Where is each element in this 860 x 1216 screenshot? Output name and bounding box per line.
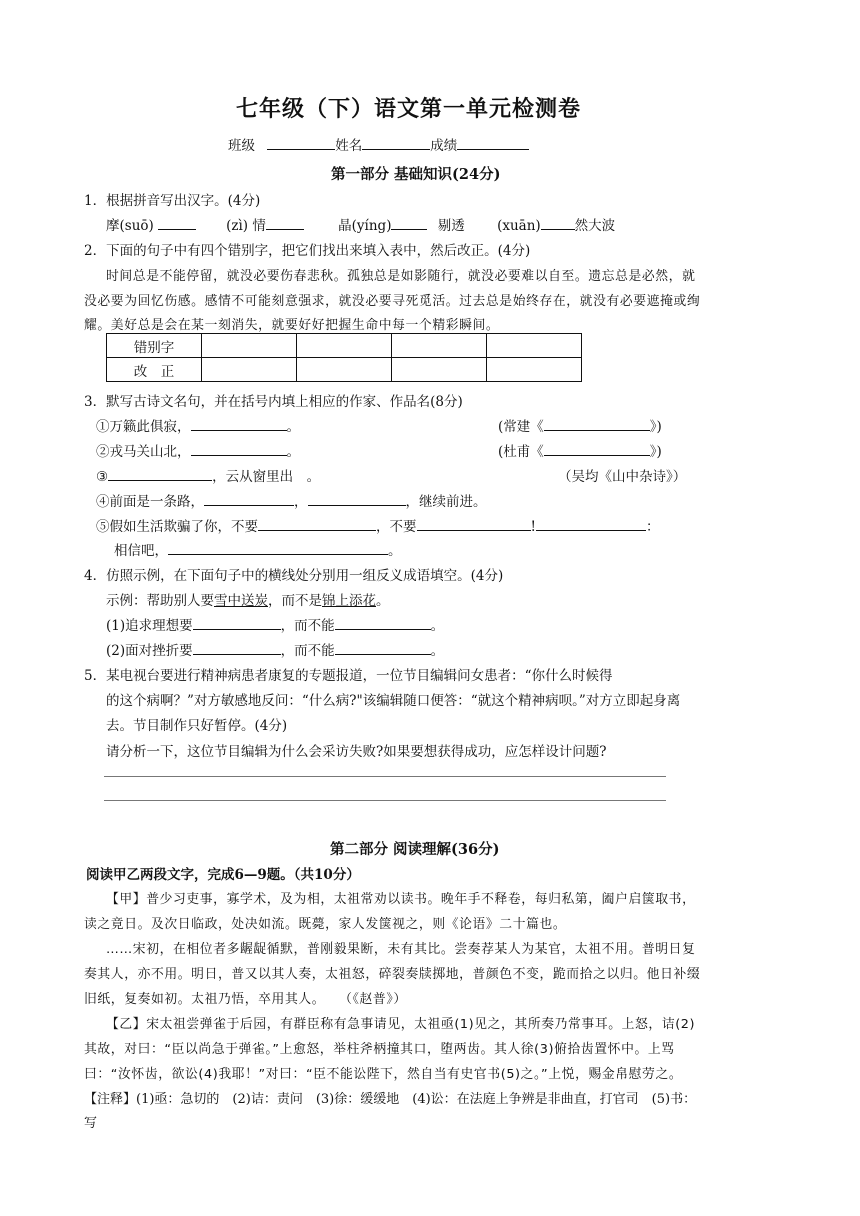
q5-line: 5．某电视台要进行精神病患者康复的专题报道，一位节目编辑问女患者：“你什么时候得	[84, 668, 613, 684]
page-title: 七年级（下）语文第一单元检测卷	[236, 96, 582, 122]
passage-jia-line: 奏其人，亦不用。明日，普又以其人奏，太祖怒，碎裂奏牍掷地，普颜色不变，跪而拾之以归。他日补缀	[84, 967, 701, 982]
score-label: 成绩	[430, 138, 458, 154]
class-label: 班级	[228, 138, 255, 154]
q3-text: 。	[286, 444, 300, 460]
q5-answer-line[interactable]	[104, 776, 666, 777]
q3-text: 。	[388, 543, 402, 559]
q3-text: ③	[96, 469, 109, 485]
score-blank[interactable]	[457, 136, 529, 150]
q2-passage-line: 时间总是不能停留，就没必要伤春悲秋。孤独总是如影随行，就没必要难以自至。遗忘总是必然，就	[106, 269, 696, 284]
q3-text: ①万籁此俱寂，	[96, 419, 191, 435]
q3-text: 。	[286, 419, 300, 435]
q3-text: ，不要	[376, 519, 417, 535]
q1-blank-2[interactable]	[266, 216, 304, 230]
q4-example-idiom: 雪中送炭	[214, 593, 268, 609]
q3-blank[interactable]	[204, 492, 294, 506]
q3-line-2	[96, 440, 300, 460]
q1-blank-4[interactable]	[541, 216, 575, 230]
q4-stem: 4．仿照示例，在下面句子中的横线处分别用一组反义成语填空。(4分)	[84, 568, 504, 584]
q3-blank[interactable]	[544, 442, 650, 456]
q4-blank[interactable]	[193, 641, 281, 655]
table-header-cell: 改 正	[107, 358, 202, 382]
q4-text: 。	[430, 643, 445, 659]
reading-intro: 阅读甲乙两段文字，完成6—9题。（共10分）	[86, 867, 360, 883]
q2-stem: 2．下面的句子中有四个错别字，把它们找出来填入表中，然后改正。(4分)	[84, 243, 531, 259]
q2-passage-line: 没必要为回忆伤感。感情不可能刻意强求，就没必要寻死觅活。过去总是始终存在，就没有必要遮掩或绚	[84, 294, 701, 309]
q1-blank-3[interactable]	[391, 216, 427, 230]
q1-item-5: (xuān)	[497, 218, 541, 234]
answer-cell[interactable]	[487, 358, 582, 382]
q1-item-6: 然大波	[574, 218, 616, 234]
passage-yi-line: 曰：“汝怀齿，欲讼(4)我耶！”对曰：“臣不能讼陛下，然自当有史官书(5)之。”上悦，赐金帛慰劳之。	[84, 1067, 683, 1082]
q2-answer-table	[106, 333, 582, 382]
q4-blank[interactable]	[335, 641, 431, 655]
q3-source-2	[498, 440, 662, 460]
q3-source-1	[498, 415, 662, 435]
q4-blank[interactable]	[193, 616, 281, 630]
q3-stem: 3．默写古诗文名句，并在括号内填上相应的作家、作品名(8分)	[84, 394, 463, 410]
q1-blank-1[interactable]	[158, 216, 196, 230]
q3-blank[interactable]	[417, 517, 531, 531]
q1-stem: 1．根据拼音写出汉字。(4分)	[84, 193, 261, 209]
q3-blank[interactable]	[258, 517, 376, 531]
q3-blank[interactable]	[191, 417, 287, 431]
answer-cell[interactable]	[392, 334, 487, 358]
q3-text: 》)	[649, 419, 662, 435]
q3-line-5	[96, 515, 659, 535]
passage-jia-line: ……宋初，在相位者多龌龊循默，普刚毅果断，未有其比。尝奏荐某人为某官，太祖不用。普明日复	[106, 942, 696, 957]
answer-cell[interactable]	[202, 358, 297, 382]
q5-line: 去。节目制作只好暂停。(4分)	[106, 718, 288, 734]
q1-item-3: 晶(yíng)	[338, 218, 392, 234]
q3-text: ④前面是一条路，	[96, 494, 204, 510]
q3-blank[interactable]	[108, 467, 212, 481]
q4-text: (2)面对挫折要	[106, 643, 193, 659]
answer-cell[interactable]	[487, 334, 582, 358]
answer-cell[interactable]	[392, 358, 487, 382]
passage-jia-line: 旧纸，复奏如初。太祖乃悟，卒用其人。 （《赵普》）	[84, 992, 407, 1007]
q2-passage-line: 耀。美好总是会在某一刻消失，就要好好把握生命中每一个精彩瞬间。	[84, 318, 500, 333]
passage-jia-line: 【甲】普少习吏事，寡学术，及为相，太祖常劝以读书。晚年手不释卷，每归私第，阖户启箧取书，	[106, 892, 696, 907]
student-info-row	[228, 134, 529, 154]
q5-answer-line[interactable]	[104, 800, 666, 801]
q4-text: 示例：帮助别人要	[106, 593, 214, 609]
q4-blank[interactable]	[335, 616, 431, 630]
q3-blank[interactable]	[536, 517, 646, 531]
q4-text: ，而不是	[268, 593, 322, 609]
q3-blank[interactable]	[168, 541, 388, 555]
table-header-cell: 错别字	[107, 334, 202, 358]
q1-item-4: 剔透	[437, 218, 465, 234]
table-row	[107, 334, 582, 358]
q3-text: ，继续前进。	[405, 494, 487, 510]
q1-items	[106, 214, 615, 234]
q3-line-3	[96, 465, 320, 485]
answer-cell[interactable]	[297, 334, 392, 358]
passage-yi-line: 其故，对曰：“臣以尚急于弹雀。”上愈怒，举柱斧柄撞其口，堕两齿。其人徐(3)俯拾齿置怀中。上骂	[84, 1042, 675, 1057]
q4-text: ，而不能	[280, 643, 335, 659]
q3-text: ，	[294, 494, 308, 510]
q3-line-6	[114, 539, 402, 559]
q4-text: (1)追求理想要	[106, 618, 193, 634]
table-row	[107, 358, 582, 382]
q1-item-2: (zì) 情	[226, 218, 266, 234]
q3-text: (常建《	[498, 419, 544, 435]
part1-heading: 第一部分 基础知识(24分)	[331, 166, 501, 183]
q3-text: !	[530, 519, 536, 535]
q5-line: 请分析一下，这位节目编辑为什么会采访失败?如果要想获得成功，应怎样设计问题?	[106, 744, 607, 760]
q4-sentence-2	[106, 639, 444, 659]
part2-heading: 第二部分 阅读理解(36分)	[330, 841, 500, 858]
q3-text: 》)	[649, 444, 662, 460]
q3-line-4	[96, 490, 487, 510]
q3-source-3: （吴均《山中杂诗》）	[558, 469, 687, 485]
q3-text: ：	[645, 519, 660, 535]
q4-example-idiom: 锦上添花	[322, 593, 376, 609]
q3-blank[interactable]	[191, 442, 287, 456]
passage-jia-line: 读之竟日。及次日临政，处决如流。既薨，家人发箧视之，则《论语》二十篇也。	[84, 917, 567, 932]
answer-cell[interactable]	[297, 358, 392, 382]
class-blank[interactable]	[267, 136, 335, 150]
q4-text: ，而不能	[280, 618, 335, 634]
q3-text: 相信吧，	[114, 543, 168, 559]
q3-text: ，云从窗里出 。	[212, 469, 321, 485]
notes-line: 【注释】(1)亟：急切的 (2)诘：责问 (3)徐：缓缓地 (4)讼：在法庭上争辨是非曲直，打官司 (5)书：	[84, 1092, 697, 1107]
q3-blank[interactable]	[544, 417, 650, 431]
q3-blank[interactable]	[308, 492, 406, 506]
q4-example	[106, 589, 390, 609]
q3-text: ⑤假如生活欺骗了你，不要	[96, 519, 258, 535]
passage-yi-line: 【乙】宋太祖尝弹雀于后园，有群臣称有急事请见，太祖亟(1)见之，其所奏乃常事耳。上怒，诘(2)	[106, 1017, 696, 1032]
q3-text: (杜甫《	[498, 444, 544, 460]
q3-text: ②戎马关山北，	[96, 444, 191, 460]
q4-text: 。	[430, 618, 445, 634]
name-label: 姓名	[335, 138, 363, 154]
name-blank[interactable]	[362, 136, 430, 150]
q4-text: 。	[376, 593, 390, 609]
q1-item-1: 摩(suō)	[106, 218, 154, 234]
q5-line: 的这个病啊？”对方敏感地反问：“什么病?"该编辑随口便答：“就这个精神病呗。”对方立即起身离	[106, 693, 681, 709]
answer-cell[interactable]	[202, 334, 297, 358]
q4-sentence-1	[106, 614, 444, 634]
notes-line: 写	[84, 1116, 98, 1131]
q3-line-1	[96, 415, 300, 435]
